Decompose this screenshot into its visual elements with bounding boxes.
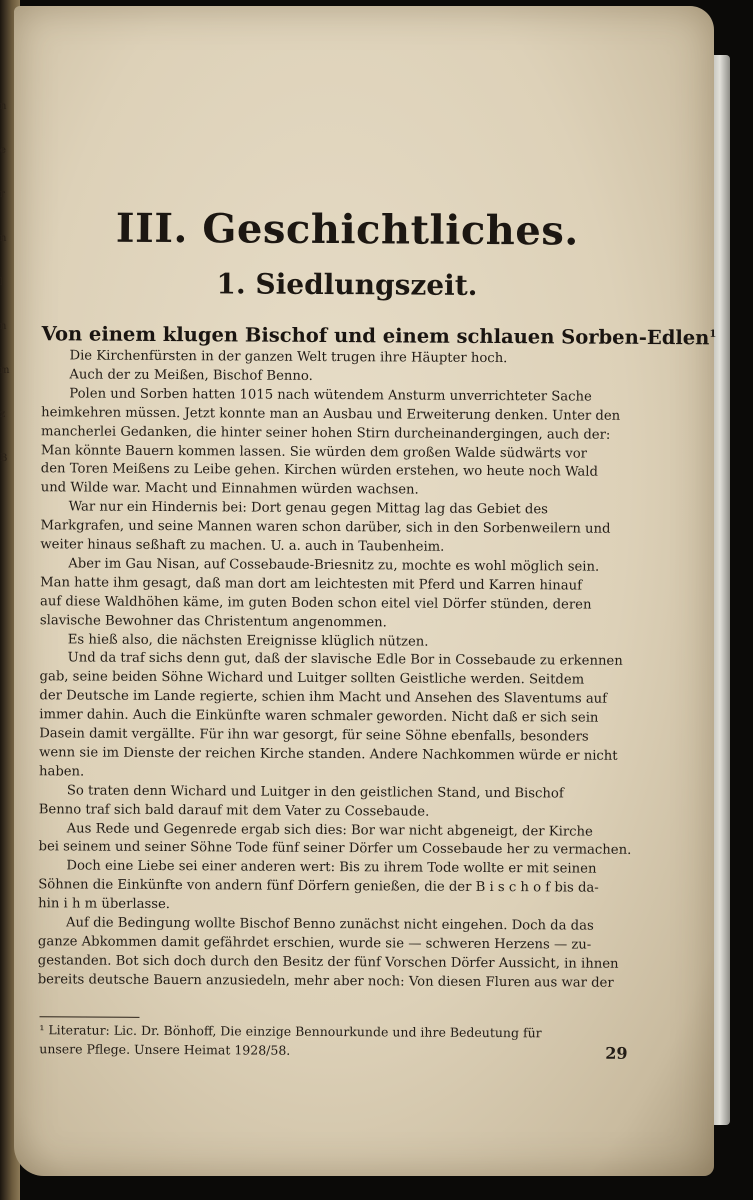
left-page-fragment: l: [0, 277, 4, 288]
left-page-text-fragments: [0, 40, 14, 464]
left-page-fragment: e: [0, 145, 6, 156]
text-line: ganze Abkommen damit gefährdet erschien, wurde sie — schweren Herzens — zu-: [37, 934, 592, 953]
text-line: haben.: [38, 764, 85, 780]
text-line: Dasein damit vergällte. Für ihn war gesorgt, für seine Söhne ebenfalls, besonders: [39, 726, 589, 745]
text-line: Auch der zu Meißen, Bischof Benno.: [69, 367, 313, 384]
text-line: gab, seine beiden Söhne Wichard und Luitger sollten Geistliche werden. Seitdem: [39, 669, 585, 688]
left-page-fragment: r: [0, 189, 5, 200]
text-line: gestanden. Bot sich doch durch den Besitz der fünf Vorschen Dörfer Aussicht, in ihnen: [37, 953, 619, 972]
page-content: [25, 4, 717, 1178]
text-line: Und da traf sichs denn gut, daß der slavische Edle Bor in Cossebaude zu erkennen: [67, 650, 623, 670]
footnote-line-2: unsere Pflege. Unsere Heimat 1928/58.: [39, 1041, 291, 1058]
left-page-fragment: B: [0, 453, 8, 464]
footnote-mark: 1: [709, 328, 717, 340]
text-line: slavische Bewohner das Christentum angenommen.: [39, 612, 387, 630]
text-line: bei seinem und seiner Söhne Tode fünf seiner Dörfer um Cossebaude her zu vermachen.: [38, 839, 632, 859]
left-page-fragment: n: [0, 101, 7, 112]
article-title: [41, 322, 717, 350]
chapter-heading: III. Geschichtliches.: [115, 204, 579, 255]
text-line: Doch eine Liebe sei einer anderen wert: Bis zu ihrem Tode wollte er mit seinen: [66, 858, 597, 877]
text-line: Markgrafen, und seine Mannen waren schon darüber, sich in den Sorbenweilern und: [40, 518, 611, 537]
text-line: bereits deutsche Bauern anzusiedeln, mehr aber noch: Von diesen Fluren aus war der: [37, 971, 614, 991]
text-line: War nur ein Hindernis bei: Dort genau gegen Mittag lag das Gebiet des: [68, 499, 548, 518]
text-line: hin i h m überlasse.: [38, 896, 171, 913]
text-line: So traten denn Wichard und Luitger in den geistlichen Stand, und Bischof: [66, 783, 564, 802]
text-line: Auf die Bedingung wollte Bischof Benno zunächst nicht eingehen. Doch da das: [66, 915, 594, 934]
text-line: Söhnen die Einkünfte von andern fünf Dörfern genießen, die der B i s c h o f bis da-: [38, 877, 599, 896]
text-line: den Toren Meißens zu Leibe gehen. Kirchen würden erstehen, wo heute noch Wald: [40, 461, 599, 481]
book-page: [14, 6, 717, 1176]
text-line: Aber im Gau Nisan, auf Cossebaude-Briesnitz zu, mochte es wohl möglich sein.: [68, 556, 600, 575]
text-line: weiter hinaus seßhaft zu machen. U. a. auch in Taubenheim.: [40, 537, 445, 555]
footnote: [39, 1020, 541, 1061]
left-page-fragment: n: [0, 321, 7, 332]
footnote-line-1: ¹ Literatur: Lic. Dr. Bönhoff, Die einzige Bennourkunde und ihre Bedeutung für: [39, 1022, 542, 1041]
left-page-fragment: z: [0, 409, 6, 420]
text-line: und Wilde war. Macht und Einnahmen würden wachsen.: [40, 480, 419, 498]
text-line: Benno traf sich bald darauf mit dem Vater zu Cossebaude.: [38, 801, 430, 820]
footnote-divider: [39, 1016, 139, 1018]
text-line: wenn sie im Dienste der reichen Kirche standen. Andere Nachkommen würde er nicht: [39, 745, 618, 764]
text-line: der Deutsche im Lande regierte, schien ihm Macht und Ansehen des Slaventums auf: [39, 688, 608, 707]
article-title-text: Von einem klugen Bischof und einem schlauen Sorben-Edlen: [41, 322, 710, 350]
page-number: 29: [605, 1043, 628, 1063]
text-line: mancherlei Gedanken, die hinter seiner hohen Stirn durcheinandergingen, auch der:: [41, 423, 611, 443]
text-line: Man könnte Bauern kommen lassen. Sie würden dem großen Walde südwärts vor: [40, 442, 588, 462]
text-line: Man hatte ihm gesagt, daß man dort am leichtesten mit Pferd und Karren hinauf: [40, 575, 583, 594]
text-line: immer dahin. Auch die Einkünfte waren schmaler geworden. Nicht daß er sich sein: [39, 707, 599, 726]
text-line: Es hieß also, die nächsten Ereignisse klüglich nützen.: [67, 631, 429, 650]
text-line: Polen und Sorben hatten 1015 nach wütendem Ansturm unverrichteter Sache: [69, 386, 592, 405]
left-page-fragment: m: [0, 365, 10, 376]
section-heading: 1. Siedlungszeit.: [216, 267, 478, 302]
text-line: auf diese Waldhöhen käme, im guten Boden schon eitel viel Dörfer stünden, deren: [39, 593, 592, 613]
text-line: Die Kirchenfürsten in der ganzen Welt trugen ihre Häupter hoch.: [69, 348, 508, 367]
text-line: Aus Rede und Gegenrede ergab sich dies: Bor war nicht abgeneigt, der Kirche: [66, 820, 593, 840]
left-page-fragment: n: [0, 233, 7, 244]
text-line: heimkehren müssen. Jetzt konnte man an Ausbau und Erweiterung denken. Unter den: [41, 404, 621, 424]
